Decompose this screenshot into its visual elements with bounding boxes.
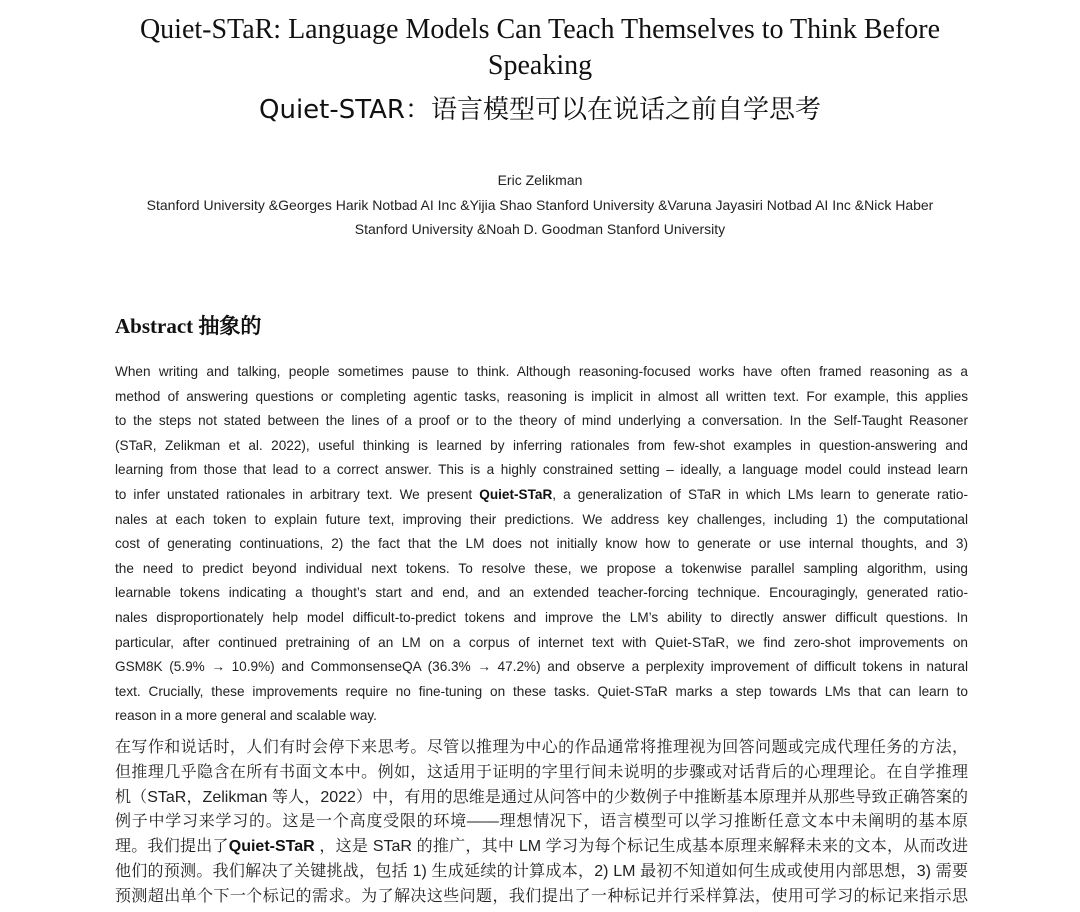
paragraph-line	[115, 385, 968, 410]
paragraph-line	[115, 581, 968, 606]
text-segment: 在写作和说话时，人们有时会停下来思考。尽管以推理为中心的作品通常将推理视为回答问题或完成代理任务的方法，	[115, 739, 968, 756]
text-segment: nales disproportionately help model difficult-to-predict tokens and improve the LM’s ability to directly answer difficult questions. In	[115, 609, 968, 625]
paragraph-line	[115, 860, 968, 885]
text-segment: method of answering questions or completing agentic tasks, reasoning is implicit in almost all written text. For example, this applies	[115, 388, 968, 404]
text-segment: 但推理几乎隐含在所有书面文本中。例如，这适用于证明的字里行间未说明的步骤或对话背后的心理理论。在自学推理	[115, 763, 968, 781]
abstract-chinese	[115, 736, 968, 910]
author-line: Eric Zelikman	[497, 172, 583, 188]
paragraph-line	[115, 704, 968, 729]
text-segment: 例子中学习来学习的。这是一个高度受限的环境——理想情况下，语言模型可以学习推断任意文本中未阐明的基本原	[115, 813, 968, 831]
bold-term: Quiet-STaR	[228, 838, 315, 856]
text-segment: , a generalization of STaR in which LMs learn to generate ratio-	[552, 486, 968, 502]
paragraph-line	[115, 655, 968, 680]
paragraph-line	[115, 631, 968, 656]
paragraph-line	[115, 680, 968, 705]
paragraph-line	[115, 810, 968, 835]
paper-title-english	[0, 12, 1080, 84]
text-segment: cost of generating continuations, 2) the fact that the LM does not initially know how to generate or use internal thoughts, and 3)	[115, 536, 968, 552]
text-segment: GSM8K (5.9% → 10.9%) and CommonsenseQA (36.3% → 47.2%) and observe a perplexity improvement of difficult tokens in natural	[115, 659, 968, 675]
text-segment: to infer unstated rationales in arbitrary text. We present	[115, 486, 480, 502]
author-line: Stanford University &Georges Harik Notbad AI Inc &Yijia Shao Stanford University &Varuna Jayasiri Notbad AI Inc &Nick Haber	[146, 196, 934, 213]
text-segment: text. Crucially, these improvements require no fine-tuning on these tasks. Quiet-STaR marks a step towards LMs that can learn to	[115, 683, 968, 699]
paragraph-line	[115, 557, 968, 582]
text-segment: When writing and talking, people sometimes pause to think. Although reasoning-focused works have often framed reasoning as a	[115, 364, 968, 379]
text-segment: 机（STaR，Zelikman 等人，2022）中，有用的思维是通过从问答中的少数例子中推断基本原理并从那些导致正确答案的	[115, 788, 968, 806]
paragraph-line	[115, 606, 968, 631]
paragraph-line	[115, 885, 968, 910]
text-segment: 他们的预测。我们解决了关键挑战，包括 1) 生成延续的计算成本，2) LM 最初不知道如何生成或使用内部思想，3) 需要	[115, 862, 968, 880]
paragraph-line	[115, 434, 968, 459]
text-segment: learning from those that lead to a correct answer. This is a highly constrained setting – ideally, a language model could instead learn	[115, 462, 968, 478]
text-segment: particular, after continued pretraining of an LM on a corpus of internet text with Quiet-STaR, we find zero-shot improvements on	[115, 634, 968, 650]
text-segment: ，这是 STaR 的推广，其中 LM 学习为每个标记生成基本原理来解释未来的文本，从而改进	[314, 838, 968, 856]
paragraph-line	[115, 458, 968, 483]
paragraph-line	[115, 508, 968, 533]
author-line: Stanford University &Noah D. Goodman Stanford University	[354, 221, 726, 237]
abstract-english	[115, 360, 968, 729]
text-segment: 预测超出单个下一个标记的需求。为了解决这些问题，我们提出了一种标记并行采样算法，使用可学习的标记来指示思	[115, 887, 968, 905]
paragraph-line	[115, 786, 968, 811]
title-line: Speaking	[487, 50, 593, 81]
paragraph-line	[115, 761, 968, 786]
text-segment: to the steps not stated between the lines of a proof or to the theory of mind underlying a conversation. In the Self-Taught Reasoner	[115, 413, 968, 429]
paragraph-line	[115, 409, 968, 434]
author-list	[0, 168, 1080, 242]
paragraph-line	[115, 532, 968, 557]
paragraph-line	[115, 835, 968, 860]
text-segment: learnable tokens indicating a thought’s start and end, and an extended teacher-forcing technique. Encouragingly, generated ratio-	[115, 585, 968, 601]
paragraph-line	[115, 360, 968, 385]
abstract-heading: Abstract 抽象的	[115, 314, 262, 338]
text-segment: (STaR, Zelikman et al. 2022), useful thinking is learned by inferring rationales from few-shot examples in question-answering and	[115, 437, 968, 453]
text-segment: the need to predict beyond individual next tokens. To resolve these, we propose a tokenwise parallel sampling algorithm, using	[115, 560, 968, 576]
text-segment: reason in a more general and scalable way.	[115, 708, 377, 724]
title-line: Quiet-STaR: Language Models Can Teach Themselves to Think Before	[139, 14, 941, 45]
bold-term: Quiet-STaR	[479, 486, 553, 502]
paragraph-line	[115, 736, 968, 761]
paragraph-line	[115, 483, 968, 508]
text-segment: nales at each token to explain future text, improving their predictions. We address key challenges, including 1) the computational	[115, 511, 968, 527]
paper-title-chinese: Quiet-STAR：语言模型可以在说话之前自学思考	[259, 95, 821, 125]
text-segment: 理。我们提出了	[115, 838, 229, 856]
